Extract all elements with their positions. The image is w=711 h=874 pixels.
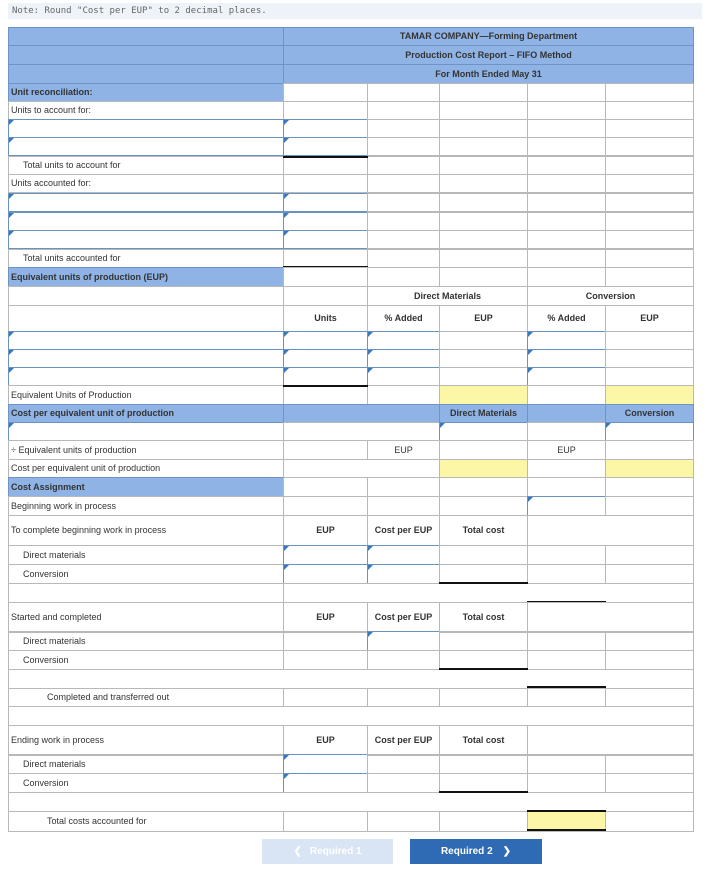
grid-cell (605, 688, 694, 707)
units-description-input[interactable] (8, 193, 284, 212)
grid-cell (605, 156, 694, 175)
units-description-input[interactable] (8, 137, 284, 156)
grid-cell (527, 631, 606, 651)
grid-cell (527, 564, 606, 584)
dm-eup-header: EUP (439, 305, 528, 332)
dm-cost-input[interactable] (439, 422, 528, 441)
grid-cell (367, 773, 440, 793)
total-underline (439, 582, 528, 584)
cost-per-eup-col-header: Cost per EUP (374, 611, 433, 622)
eup-col-header: EUP (283, 515, 368, 546)
grid-cell (527, 477, 606, 497)
grid-cell (605, 440, 694, 460)
units-amount-input[interactable] (283, 119, 368, 138)
grid-cell (367, 267, 440, 287)
grid-cell (527, 602, 694, 633)
grid-cell (605, 564, 694, 584)
eup-input[interactable] (283, 754, 368, 774)
dm-pct-input[interactable] (367, 349, 440, 368)
conv-pct-added-header: % Added (527, 305, 606, 332)
grid-cell (439, 440, 528, 460)
required-1-button[interactable] (262, 839, 393, 864)
grid-cell (605, 650, 694, 670)
grid-cell (605, 811, 694, 832)
chevron-right-icon: ❯ (502, 846, 512, 857)
grid-cell (283, 83, 368, 102)
eup-units-input[interactable] (283, 367, 368, 386)
grid-cell (283, 440, 368, 460)
cpe-conversion-header: Conversion (605, 404, 694, 423)
grid-cell (439, 249, 528, 268)
grid-cell (439, 156, 528, 175)
required-2-button[interactable] (410, 839, 542, 864)
beginning-wip-cost-input[interactable] (527, 496, 606, 516)
cost-per-eup-col-header: Cost per EUP (374, 524, 433, 535)
grid-cell (283, 267, 368, 287)
grid-cell (605, 267, 694, 287)
grid-cell (283, 385, 368, 405)
grid-cell (527, 422, 606, 441)
conversion-label: Conversion (8, 650, 284, 670)
total-underline (527, 686, 606, 688)
eup-description-input[interactable] (8, 349, 284, 368)
conv-pct-input[interactable] (527, 349, 606, 368)
eup-col-header: EUP (283, 602, 368, 633)
header-blank (8, 64, 284, 84)
total-cost-col-header: Total cost (439, 515, 528, 546)
grid-cell (283, 101, 368, 120)
grid-cell (367, 754, 440, 774)
conv-pct-input[interactable] (527, 331, 606, 350)
eup-conversion-header: Conversion (527, 286, 694, 306)
eup-input[interactable] (283, 564, 368, 584)
cost-per-eup-input[interactable] (367, 631, 440, 651)
grid-cell (527, 725, 694, 756)
grid-cell (527, 385, 606, 405)
grid-cell (283, 496, 368, 516)
eup-input[interactable] (283, 773, 368, 793)
grid-cell (439, 101, 528, 120)
grid-cell (8, 792, 694, 812)
conversion-label: Conversion (8, 773, 284, 793)
dm-cost-per-eup (439, 459, 528, 478)
grid-cell (283, 811, 368, 832)
grid-cell (605, 754, 694, 774)
units-to-account-label: Units to account for: (8, 101, 284, 120)
grid-cell (283, 459, 440, 478)
grid-cell (605, 230, 694, 249)
units-amount-input[interactable] (283, 137, 368, 156)
grid-cell (605, 101, 694, 120)
total-underline (283, 385, 368, 387)
grid-cell (527, 515, 694, 546)
cost-per-eup-input[interactable] (367, 545, 440, 565)
grid-cell (8, 305, 284, 332)
grid-cell (605, 137, 694, 156)
conversion-label: Conversion (8, 564, 284, 584)
total-underline (527, 810, 606, 812)
cost-assignment-heading: Cost Assignment (8, 477, 284, 497)
cost-per-eup-heading: Cost per equivalent unit of production (8, 404, 284, 423)
dm-eup-caption: EUP (367, 440, 440, 460)
grid-cell (439, 367, 528, 386)
total-cost-col-header: Total cost (439, 725, 528, 756)
units-description-input[interactable] (8, 212, 284, 231)
eup-units-input[interactable] (283, 349, 368, 368)
direct-materials-label: Direct materials (8, 545, 284, 565)
grid-cell (367, 212, 440, 231)
units-amount-input[interactable] (283, 193, 368, 212)
eup-units-input[interactable] (283, 331, 368, 350)
total-underline (439, 791, 528, 793)
grid-cell (439, 496, 528, 516)
grid-cell (367, 249, 440, 268)
total-eup-label: Equivalent Units of Production (8, 385, 284, 405)
total-units-to-account-label: Total units to account for (8, 156, 284, 175)
total-units-accounted-label: Total units accounted for (8, 249, 284, 268)
header-blank (8, 45, 284, 65)
grid-cell (367, 193, 440, 212)
grid-cell (605, 367, 694, 386)
grid-cell (527, 773, 606, 793)
eup-col-header: EUP (283, 725, 368, 756)
conv-eup-caption: EUP (527, 440, 606, 460)
grid-cell (8, 286, 284, 306)
grid-cell (439, 477, 528, 497)
grid-cell (605, 631, 694, 651)
ending-wip-label: Ending work in process (8, 725, 284, 756)
grid-cell (527, 212, 606, 231)
grid-cell (283, 174, 368, 193)
grid-cell (605, 496, 694, 516)
conv-pct-input[interactable] (527, 367, 606, 386)
direct-materials-label: Direct materials (8, 754, 284, 774)
conv-cost-per-eup (605, 459, 694, 478)
total-underline (439, 668, 528, 670)
total-cost-col-header: Total cost (439, 602, 528, 633)
unit-reconciliation-heading: Unit reconciliation: (8, 83, 284, 102)
grid-cell (527, 101, 606, 120)
grid-cell (283, 631, 368, 651)
grid-cell (439, 267, 528, 287)
grid-cell (283, 688, 368, 707)
grid-cell (605, 773, 694, 793)
header-blank (283, 404, 440, 423)
grid-cell (439, 811, 528, 832)
grid-cell (439, 773, 528, 793)
units-accounted-label: Units accounted for: (8, 174, 284, 193)
grid-cell (283, 422, 440, 441)
units-description-input[interactable] (8, 119, 284, 138)
grid-cell (439, 83, 528, 102)
conv-cost-input[interactable] (605, 422, 694, 441)
grid-cell (283, 156, 368, 175)
grid-cell (605, 212, 694, 231)
grid-cell (367, 230, 440, 249)
cost-description-input[interactable] (8, 422, 284, 441)
grid-cell (527, 754, 606, 774)
grid-cell (439, 349, 528, 368)
grid-cell (527, 459, 606, 478)
conv-total-eup (605, 385, 694, 405)
grid-cell (439, 564, 528, 584)
dm-pct-input[interactable] (367, 367, 440, 386)
eup-description-input[interactable] (8, 331, 284, 350)
cpe-dm-header: Direct Materials (439, 404, 528, 423)
header-blank (527, 404, 606, 423)
cost-per-eup-col-header: Cost per EUP (374, 734, 433, 745)
grid-cell (439, 331, 528, 350)
grid-cell (605, 174, 694, 193)
direct-materials-label: Direct materials (8, 631, 284, 651)
cost-per-eup-col-cell (367, 515, 440, 546)
grid-cell (439, 631, 528, 651)
grid-cell (527, 119, 606, 138)
grid-cell (367, 156, 440, 175)
grid-cell (439, 119, 528, 138)
grid-cell (527, 156, 606, 175)
grid-cell (283, 477, 368, 497)
total-underline (527, 829, 606, 831)
company-title: TAMAR COMPANY—Forming Department (283, 27, 694, 46)
grid-cell (367, 811, 440, 832)
dm-total-eup (439, 385, 528, 405)
grid-cell (439, 137, 528, 156)
grid-cell (605, 477, 694, 497)
grid-cell (605, 83, 694, 102)
grid-cell (367, 385, 440, 405)
grid-cell (527, 193, 606, 212)
grid-cell (283, 286, 368, 306)
started-completed-label: Started and completed (8, 602, 284, 633)
conv-eup-header: EUP (605, 305, 694, 332)
grid-cell (527, 174, 606, 193)
grid-cell (367, 137, 440, 156)
grid-cell (527, 83, 606, 102)
required-1-label: Required 1 (309, 846, 362, 857)
grid-cell (439, 193, 528, 212)
required-2-label: Required 2 (440, 846, 493, 857)
grid-cell (605, 119, 694, 138)
grid-cell (527, 688, 606, 707)
eup-heading: Equivalent units of production (EUP) (8, 267, 284, 287)
grid-cell (527, 545, 606, 565)
cost-per-eup-col-cell (367, 602, 440, 633)
grid-cell (439, 545, 528, 565)
dm-pct-added-header: % Added (367, 305, 440, 332)
eup-description-input[interactable] (8, 367, 284, 386)
grid-cell (8, 583, 284, 603)
header-blank (8, 27, 284, 46)
grid-cell (439, 650, 528, 670)
eup-input[interactable] (283, 545, 368, 565)
chevron-left-icon: ❮ (293, 846, 302, 857)
grid-cell (527, 249, 606, 268)
completed-transferred-label: Completed and transferred out (8, 688, 284, 707)
units-amount-input[interactable] (283, 230, 368, 249)
beginning-wip-label: Beginning work in process (8, 496, 284, 516)
grid-cell (439, 688, 528, 707)
grid-cell (527, 230, 606, 249)
report-period: For Month Ended May 31 (283, 64, 694, 84)
grid-cell (367, 174, 440, 193)
grid-cell (527, 137, 606, 156)
grid-cell (367, 83, 440, 102)
cost-per-eup-col-cell (367, 725, 440, 756)
total-underline (283, 156, 368, 158)
grid-cell (605, 193, 694, 212)
dm-pct-input[interactable] (367, 331, 440, 350)
grid-cell (605, 331, 694, 350)
cost-per-eup-input[interactable] (367, 564, 440, 584)
units-description-input[interactable] (8, 230, 284, 249)
grid-cell (367, 688, 440, 707)
cost-per-eup-label: Cost per equivalent unit of production (8, 459, 284, 478)
grid-cell (367, 119, 440, 138)
divide-eup-label: ÷ Equivalent units of production (8, 440, 284, 460)
grid-cell (8, 706, 694, 726)
grid-cell (367, 477, 440, 497)
grid-cell (367, 650, 440, 670)
units-amount-input[interactable] (283, 212, 368, 231)
grid-cell (439, 212, 528, 231)
grid-cell (283, 650, 368, 670)
grid-cell (439, 230, 528, 249)
grid-cell (439, 174, 528, 193)
rounding-note: Note: Round "Cost per EUP" to 2 decimal places. (8, 3, 702, 19)
grid-cell (605, 249, 694, 268)
to-complete-bwip-label: To complete beginning work in process (8, 515, 284, 546)
eup-direct-materials-header: Direct Materials (367, 286, 528, 306)
grid-cell (367, 101, 440, 120)
grid-cell (367, 496, 440, 516)
grid-cell (527, 650, 606, 670)
units-header: Units (283, 305, 368, 332)
grid-cell (605, 545, 694, 565)
total-costs-label: Total costs accounted for (8, 811, 284, 832)
report-title: Production Cost Report – FIFO Method (283, 45, 694, 65)
grid-cell (439, 754, 528, 774)
grid-cell (605, 349, 694, 368)
grid-cell (527, 267, 606, 287)
